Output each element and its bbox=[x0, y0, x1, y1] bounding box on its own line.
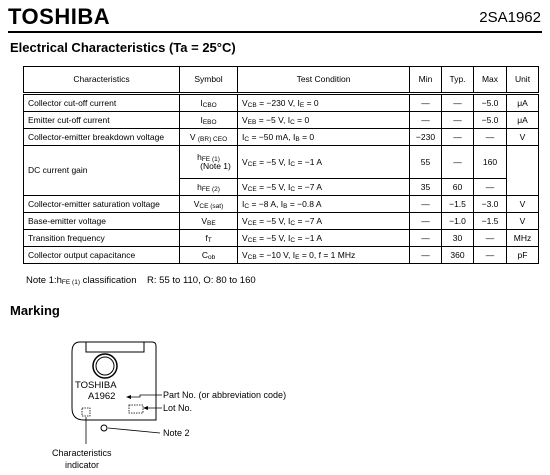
characteristics-indicator-box bbox=[82, 408, 90, 416]
cell-min: — bbox=[410, 213, 442, 230]
lot-no-box bbox=[129, 405, 143, 413]
cell-typ: — bbox=[442, 129, 474, 146]
table-row bbox=[24, 129, 539, 146]
cell-char: DC current gain bbox=[24, 146, 180, 196]
cell-condition: $V_{CB} = -230$ V, $I_E = 0$ bbox=[238, 94, 410, 112]
col-header-unit: Unit bbox=[507, 67, 539, 94]
col-header-typ: Typ. bbox=[442, 67, 474, 94]
package-brand-text: TOSHIBA bbox=[75, 380, 117, 391]
cell-char: Collector-emitter breakdown voltage bbox=[24, 129, 180, 146]
cell-typ: — bbox=[442, 146, 474, 179]
part-number: 2SA1962 bbox=[479, 9, 541, 26]
cell-symbol: $V_{BE}$ bbox=[180, 213, 238, 230]
cell-condition: $V_{CE} = -5$ V, $I_C = -1$ A bbox=[238, 230, 410, 247]
header-rule bbox=[8, 31, 542, 33]
cell-condition: $V_{EB} = -5$ V, $I_C = 0$ bbox=[238, 112, 410, 129]
cell-char: Emitter cut-off current bbox=[24, 112, 180, 129]
col-header-characteristics: Characteristics bbox=[24, 67, 180, 94]
cell-char: Collector cut-off current bbox=[24, 94, 180, 112]
cell-condition: $V_{CB} = -10$ V, $I_E = 0$, f = 1 MHz bbox=[238, 247, 410, 264]
cell-symbol: $I_{CBO}$ bbox=[180, 94, 238, 112]
col-header-symbol: Symbol bbox=[180, 67, 238, 94]
cell-unit: MHz bbox=[507, 230, 539, 247]
note2-dot bbox=[101, 425, 107, 431]
electrical-characteristics-table bbox=[23, 66, 539, 264]
table-row bbox=[24, 247, 539, 264]
mounting-hole-inner bbox=[96, 357, 114, 375]
cell-char: Collector output capacitance bbox=[24, 247, 180, 264]
section-title-electrical: Electrical Characteristics (Ta = 25°C) bbox=[10, 40, 236, 55]
cell-min: — bbox=[410, 196, 442, 213]
cell-unit: μA bbox=[507, 94, 539, 112]
cell-typ: — bbox=[442, 112, 474, 129]
cell-min: — bbox=[410, 94, 442, 112]
cell-symbol: $f_T$ bbox=[180, 230, 238, 247]
indicator-label-line2: indicator bbox=[65, 460, 100, 470]
cell-char: Transition frequency bbox=[24, 230, 180, 247]
col-header-test-condition: Test Condition bbox=[238, 67, 410, 94]
table-row bbox=[24, 94, 539, 112]
cell-min: — bbox=[410, 230, 442, 247]
cell-unit: μA bbox=[507, 112, 539, 129]
table-row bbox=[24, 213, 539, 230]
callout-lot-no: Lot No. bbox=[163, 403, 193, 413]
callout-part-no: Part No. (or abbreviation code) bbox=[163, 390, 287, 400]
cell-max: −1.5 bbox=[474, 213, 507, 230]
cell-max: — bbox=[474, 247, 507, 264]
cell-max: 160 bbox=[474, 146, 507, 179]
cell-symbol: $h_{FE (1)}$ (Note 1) bbox=[180, 146, 238, 179]
package-part-text: A1962 bbox=[88, 391, 116, 402]
table-row bbox=[24, 196, 539, 213]
table-row bbox=[24, 146, 539, 179]
cell-unit: pF bbox=[507, 247, 539, 264]
cell-min: 35 bbox=[410, 179, 442, 196]
cell-unit: V bbox=[507, 196, 539, 213]
cell-min: — bbox=[410, 112, 442, 129]
col-header-max: Max bbox=[474, 67, 507, 94]
col-header-min: Min bbox=[410, 67, 442, 94]
cell-condition: $V_{CE} = -5$ V, $I_C = -1$ A bbox=[238, 146, 410, 179]
cell-max: −5.0 bbox=[474, 94, 507, 112]
cell-unit: V bbox=[507, 213, 539, 230]
cell-symbol: $C_{ob}$ bbox=[180, 247, 238, 264]
package-tab bbox=[86, 342, 144, 352]
cell-char: Base-emitter voltage bbox=[24, 213, 180, 230]
cell-max: −5.0 bbox=[474, 112, 507, 129]
cell-condition: $I_C = -8$ A, $I_B = -0.8$ A bbox=[238, 196, 410, 213]
cell-max: — bbox=[474, 230, 507, 247]
cell-typ: 60 bbox=[442, 179, 474, 196]
cell-symbol: $h_{FE (2)}$ bbox=[180, 179, 238, 196]
cell-typ: 360 bbox=[442, 247, 474, 264]
cell-unit: V bbox=[507, 129, 539, 146]
cell-symbol: V $_{(BR) CEO}$ bbox=[180, 129, 238, 146]
cell-max: −3.0 bbox=[474, 196, 507, 213]
cell-condition: $V_{CE} = -5$ V, $I_C = -7$ A bbox=[238, 179, 410, 196]
cell-symbol: $I_{EBO}$ bbox=[180, 112, 238, 129]
table-row bbox=[24, 112, 539, 129]
marking-diagram bbox=[0, 320, 550, 475]
cell-char: Collector-emitter saturation voltage bbox=[24, 196, 180, 213]
cell-typ: — bbox=[442, 94, 474, 112]
cell-max: — bbox=[474, 129, 507, 146]
section-title-marking: Marking bbox=[10, 303, 60, 318]
table-row bbox=[24, 230, 539, 247]
cell-unit bbox=[507, 146, 539, 196]
cell-condition: $V_{CE} = -5$ V, $I_C = -7$ A bbox=[238, 213, 410, 230]
cell-symbol: $V_{CE (sat)}$ bbox=[180, 196, 238, 213]
cell-min: −230 bbox=[410, 129, 442, 146]
cell-min: 55 bbox=[410, 146, 442, 179]
cell-typ: −1.0 bbox=[442, 213, 474, 230]
indicator-label-line1: Characteristics bbox=[52, 448, 112, 458]
table-header-row bbox=[24, 67, 539, 94]
cell-condition: $I_C = -50$ mA, $I_B = 0$ bbox=[238, 129, 410, 146]
cell-typ: 30 bbox=[442, 230, 474, 247]
note-1: Note $1:h_{FE (1)}$ classification R: 55 to 110, O: 80 to 160 bbox=[26, 275, 256, 286]
callout-note2: Note 2 bbox=[163, 428, 190, 438]
brand-logo: TOSHIBA bbox=[8, 4, 111, 29]
cell-min: — bbox=[410, 247, 442, 264]
cell-typ: −1.5 bbox=[442, 196, 474, 213]
cell-max: — bbox=[474, 179, 507, 196]
